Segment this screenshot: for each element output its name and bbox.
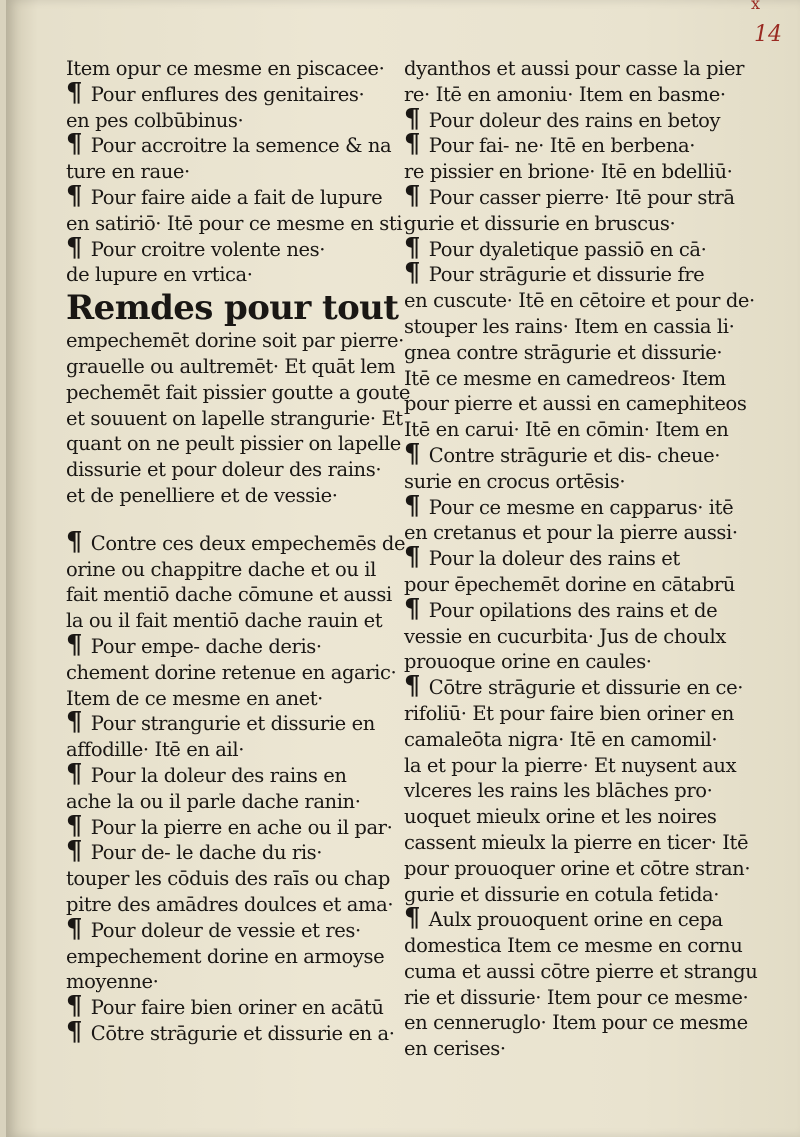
text-line [404,753,737,779]
text-line [404,649,704,675]
line-text: Pour la doleur des rains en [90,763,347,787]
text-line [66,608,381,634]
text-line [66,686,381,712]
left-block-2 [66,328,411,509]
pilcrow-mark: ¶ [404,490,429,521]
text-line [66,557,381,583]
line-text: vlceres les rains les blāches pro· [404,779,713,803]
line-text: re· Itē en amoniu· Item en basme· [404,82,726,106]
pilcrow-mark: ¶ [404,593,429,624]
line-text: touper les cōduis des raīs ou chap [66,867,390,891]
text-line [66,789,381,815]
pilcrow-mark: ¶ [66,77,91,108]
text-line [66,810,393,841]
text-line [66,483,381,509]
line-text: rifoliū· Et pour faire bien oriner en [404,701,734,725]
line-text: quant on ne peult pissier on lapelle [66,432,401,456]
folio-number: 14 [754,22,782,47]
text-line [66,892,394,918]
line-text: Pour dyaletique passiō en cā· [428,237,707,261]
text-line [404,1010,748,1036]
text-line [404,727,718,753]
text-line [404,56,745,82]
text-line [66,866,390,892]
text-line [404,830,749,856]
line-text: prouoque orine en caules· [404,650,652,674]
text-line [66,457,381,483]
text-line [66,211,408,237]
line-text: dissurie et pour doleur des rains· [66,458,382,482]
line-text: et de penelliere et de vessie· [66,483,338,507]
pilcrow-mark: ¶ [404,671,429,702]
text-line [404,572,735,598]
text-line [404,671,744,702]
text-line [66,1016,395,1047]
pilcrow-mark: ¶ [404,542,429,573]
text-line [404,985,749,1011]
line-text: Item de ce mesme en anet· [66,686,323,710]
text-line [404,624,726,650]
line-text: Contre strāgurie et dis- cheue· [428,443,721,467]
text-line [66,129,392,160]
text-line [66,262,381,288]
text-line [404,438,721,469]
line-text: Pour faire bien oriner en acātū [90,996,384,1020]
text-line [66,969,381,995]
line-text: fait mentiō dache cōmune et aussi [66,583,392,607]
line-text: en cenneruglo· Item pour ce mesme [404,1011,748,1035]
text-line [66,108,381,134]
pilcrow-mark: ¶ [66,232,91,263]
line-text: pitre des amādres doulces et ama· [66,892,394,916]
text-line [404,314,735,340]
pilcrow-mark: ¶ [66,526,91,557]
line-text: ache la ou il parle dache ranin· [66,789,361,813]
text-line [404,856,751,882]
line-text: Pour enflures des genitaires· [90,82,365,106]
pilcrow-mark: ¶ [66,913,91,944]
line-text: Aulx prouoquent orine en cepa [428,908,723,932]
paragraph-gap [66,509,381,531]
line-text: en cerises· [404,1037,506,1061]
text-line [404,82,726,108]
text-line [66,56,385,82]
pilcrow-mark: ¶ [404,438,429,469]
line-text: gnea contre strāgurie et dissurie· [404,340,723,364]
pilcrow-mark: ¶ [66,180,91,211]
line-text: camaleōta nigra· Itē en camomil· [404,727,718,751]
text-line [404,701,734,727]
left-column [66,56,411,1047]
line-text: en satiriō· Itē pour ce mesme en sti· [66,211,408,235]
text-line [404,129,704,160]
line-text: ture en raue· [66,160,190,184]
text-line [66,159,381,185]
pilcrow-mark: ¶ [404,103,429,134]
text-line [404,520,738,546]
line-text: surie en crocus ortēsis· [404,469,626,493]
text-line [66,354,396,380]
text-line [404,804,717,830]
text-line [404,469,704,495]
line-text: rie et dissurie· Item pour ce mesme· [404,985,749,1009]
text-line [404,593,718,624]
text-line [404,778,713,804]
line-text: Pour de- le dache du ris· [90,841,323,865]
pilcrow-mark: ¶ [66,991,91,1022]
text-line [404,288,755,314]
text-line [404,417,729,443]
line-text: Pour ce mesme en capparus· itē [428,495,734,519]
corner-mark: x [750,0,760,13]
line-text: uoquet mieulx orine et les noires [404,805,717,829]
pilcrow-mark: ¶ [66,129,91,160]
line-text: stouper les rains· Item en cassia li· [404,314,735,338]
text-line [66,431,401,457]
right-block [404,56,758,1062]
line-text: et souuent on lapelle strangurie· Et [66,406,403,430]
text-line [404,903,723,934]
line-text: chement dorine retenue en agaric· [66,660,397,684]
text-line [66,660,397,686]
pilcrow-mark: ¶ [404,903,429,934]
line-text: Pour strangurie et dissurie en [90,712,375,736]
line-text: Itē en carui· Itē en cōmin· Item en [404,418,729,442]
text-line [404,542,704,573]
text-line [66,758,381,789]
line-text: Cōtre strāgurie et dissurie en ce· [428,676,744,700]
line-text: cuma et aussi cōtre pierre et strangu [404,959,758,983]
text-line [66,991,384,1022]
pilcrow-mark: ¶ [66,758,91,789]
line-text: gurie et dissurie en bruscus· [404,211,676,235]
line-text: moyenne· [66,970,159,994]
text-line [66,944,385,970]
manuscript-page [6,0,800,1137]
pilcrow-mark: ¶ [404,129,429,160]
text-line [404,258,705,289]
text-line [66,913,381,944]
text-line [404,490,734,521]
line-text: pour ēpechemēt dorine en cātabrū [404,572,735,596]
text-line [404,959,758,985]
left-block-1 [66,56,408,288]
line-text: Pour accroitre la semence & na [90,134,392,158]
text-line [66,380,411,406]
text-line [66,836,381,867]
line-text: pechemēt fait pissier goutte a goute [66,380,411,404]
text-line [404,232,707,263]
right-column [404,56,758,1062]
text-line [404,882,720,908]
line-text: empechement dorine en armoyse [66,944,385,968]
line-text: Item opur ce mesme en piscacee· [66,57,385,80]
pilcrow-mark: ¶ [404,232,429,263]
text-line [404,1036,704,1062]
text-line [404,366,726,392]
text-line [404,340,723,366]
line-text: Pour faire aide a fait de lupure [90,185,383,209]
line-text: Pour la doleur des rains et [428,547,680,571]
line-text: pour pierre et aussi en camephiteos [404,392,747,416]
line-text: cassent mieulx la pierre en ticer· Itē [404,830,749,854]
pilcrow-mark: ¶ [404,180,429,211]
line-text: Pour doleur des rains en betoy [428,108,721,132]
text-line [404,103,721,134]
line-text: la ou il fait mentiō dache rauin et [66,609,383,633]
text-line [404,159,733,185]
text-line [66,526,406,557]
text-line [66,232,381,263]
line-text: la et pour la pierre· Et nuysent aux [404,753,737,777]
pilcrow-mark: ¶ [66,707,91,738]
pilcrow-mark: ¶ [66,629,91,660]
line-text: de lupure en vrtica· [66,263,253,287]
line-text: Itē ce mesme en camedreos· Item [404,366,726,390]
pilcrow-mark: ¶ [66,836,91,867]
line-text: re pissier en brione· Itē en bdelliū· [404,160,733,184]
text-line [66,328,404,354]
pilcrow-mark: ¶ [66,1016,91,1047]
line-text: Pour opilations des rains et de [428,598,718,622]
line-text: Pour fai- ne· Itē en berbena· [428,134,696,158]
line-text: en cretanus et pour la pierre aussi· [404,521,738,545]
line-text: Pour croitre volente nes· [90,237,326,261]
text-line [404,391,747,417]
line-text: empechemēt dorine soit par pierre· [66,329,404,353]
text-line [66,737,381,763]
text-line [66,77,381,108]
text-line [66,629,381,660]
line-text: en cuscute· Itē en cētoire et pour de· [404,289,755,313]
line-text: domestica Item ce mesme en cornu [404,934,743,958]
line-text: Cōtre strāgurie et dissurie en a· [90,1021,395,1045]
left-block-3 [66,526,406,1047]
line-text: pour prouoquer orine et cōtre stran· [404,856,751,880]
pilcrow-mark: ¶ [404,258,429,289]
line-text: en pes colbūbinus· [66,108,244,132]
line-text: Pour la pierre en ache ou il par· [90,815,393,839]
text-line [404,933,743,959]
text-line [66,707,381,738]
line-text: Pour doleur de vessie et res· [90,918,361,942]
pilcrow-mark: ¶ [66,810,91,841]
line-text: Contre ces deux empechemēs de [90,531,406,555]
line-text: vessie en cucurbita· Jus de choulx [404,624,726,648]
text-line [66,582,392,608]
section-heading: Remdes pour tout [66,288,399,329]
line-text: affodille· Itē en ail· [66,738,245,762]
line-text: gurie et dissurie en cotula fetida· [404,882,720,906]
line-text: dyanthos et aussi pour casse la pier [404,57,745,80]
line-text: Pour casser pierre· Itē pour strā [428,185,735,209]
line-text: orine ou chappitre dache et ou il [66,557,376,581]
text-line [66,180,383,211]
text-line [404,180,735,211]
line-text: Pour strāgurie et dissurie fre [428,263,705,287]
text-line [404,211,704,237]
line-text: grauelle ou aultremēt· Et quāt lem [66,354,396,378]
text-line [66,406,403,432]
line-text: Pour empe- dache deris· [90,634,322,658]
